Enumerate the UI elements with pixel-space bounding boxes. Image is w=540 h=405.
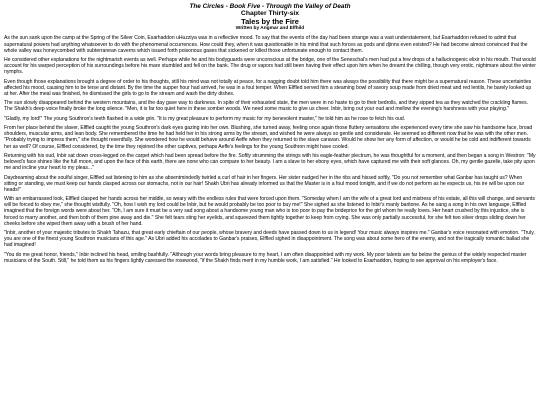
chapter-number: Chapter Thirty-six: [240, 10, 300, 18]
document-header: [4, 3, 536, 31]
paragraph: Even though those explanations brought a degree of order to his thoughts, still his mind was not totally at peace, for a nagging doubt told him there was always the possibility that there might be a supernatural reason. These uncertainties affected his mood, causing him to be terse and distant. By the time the supper hour had arrived, he was in a foul temper. When Elffled served him a steaming bowl of savory soup made from dried meat and red lentils, he barely looked up at her. After the meal was finished, he dismissed the girls to go to the stream and wash the dirty dishes.: [4, 78, 532, 97]
paragraph: "You do me great honor, friends," Inbir inclined his head, smiling bashfully. "Although your words bring pleasure to my heart, I am often disappointed with my work. My poor talents are far below the genius of the widely respected master musicians of the South. Still," he told them as his fingers lightly caressed the rosewood, "if the Shakh finds merit in my humble work, I am satisfied." He looked to Esarhaddon, hoping to see approval on his employer's face.: [4, 251, 527, 264]
paragraph: He considered other explanations for the nightmarish events as well. Perhaps while he and his bodyguards were unconscious at the bridge, one of the Seneschal's men had put a few drops of a hallucinogenic elixir in his mouth. That would account for his warped perception of his surroundings before his mare stumbled and fell on the bank. The drug or vapors had still been having their effect upon him when he dreamt the chilling, though very erotic, nightmare about the winter nymphs.: [4, 57, 536, 76]
paragraph: With an embarrassed look, Elffled clasped her hands across her middle, so weary with the endless rules that were forced upon them. "Someday when I am the wife of a great lord and mistress of his estate, all this will change, and servants will be forced to obey me," she thought wistfully. "Oh, how I wish my lord could be Inbir, but he would probably be too poor to buy me!" She sighed as she listened to Inbir's manly baritone. As he sang a song in his own language, Elffled imagined that the foreign words were about her. "Oh, I am sure it must be a very sad song about a handsome young man who is too poor to pay the brideprice for the girl whom he really loves. Her heart crushed by this injustice, she is forced to marry another, and then both of them pine away and die." She felt tears sting her eyelids, and squeezed them tightly together to keep from crying. She was only partially successful, for she felt two silver drops sliding down her cheeks before she wiped them away with a brush of her hand.: [4, 196, 535, 227]
paragraph: As the sun sank upon the camp at the Spring of the Silver Coin, Esarhaddon uHuzziya was in a reflective mood. To say that the events of the day had been strange was a vast understatement, but Esarhaddon refused to admit that supernatural powers had anything whatsoever to do with the phenomenal occurrences. How could they, when it was questionable in his mind that such forces as gods and djinns even existed? He had become almost convinced that the whole valley was honeycombed with subterranean caverns which issued forth poisonous gases that sickened or killed those unfortunate enough to contact them.: [4, 35, 528, 54]
paragraph: "Inbir, another of your majestic tributes to Shakh Tahazu, that great early chieftain of our people, whose bravery and deeds have passed down to us in legend! Your music always inspires me." Ganbar's voice resonated with emotion. "Truly, you are one of the finest young Southron musicians of this age." As Ubri added his accolades to Ganbar's praises, Elffled sighed in disappointment. The song was about some hero of the enemy, and not the tragically romantic ballad she had imagined!: [4, 230, 535, 249]
paragraph: The sun slowly disappeared behind the western mountains, and the day gave way to darkness. In spite of their exhausted state, the men were in no haste to go to their bedrolls, and they sipped tea as they watched the crackling flames. The Shakh's deep voice finally broke the long silence. "Men, it is far too quiet here in these somber woods. We need some music to give us cheer. Inbir, bring out your oud and mellow the evening's harshness with your playing.": [4, 100, 528, 113]
chapter-title: Tales by the Fire: [241, 16, 299, 26]
series-title: The Circles - Book Five - Through the Valley of Death: [189, 3, 351, 10]
paragraph: "Gladly, my lord!" The young Southron's teeth flashed in a wide grin. "It is my great pleasure to perform my music for my benevolent master," he told him as he rose to fetch his oud.: [4, 115, 406, 122]
paragraph: Returning with his oud, Inbir sat down cross-legged on the carpet which had been spread before the fire. Softly strumming the strings with his eagle-feather plectrum, he was thoughtful for a moment, and then began a song in Westron: "My beloved's face shines like the full moon, and upon the face of this earth, there are none who can compare to her beauty. I am a slave to her ebony eyes, which have captured me with their soft glances. Oh, my gentle gazelle, take pity upon me and incline your heart to my pleas...": [4, 152, 536, 172]
story-body: [4, 35, 536, 263]
paragraph: Daydreaming about the soulful singer, Elffled sat listening to him as she absentmindedly twirled a curl of hair in her fingers. Her sister nudged her in the ribs and hissed softly, "Do you not remember what Ganbar has taught us? When sitting or standing, we must keep our hands clasped across our stomachs, not in our hair! Shakh Ubri has already informed us that the Master is in a foul mood tonight, and if we do not perform as he expects us, his ire will be upon our heads!": [4, 174, 525, 193]
paragraph: From her place behind the slaver, Elffled caught the young Southron's dark eyes gazing into her own. Blushing, she turned away, feeling once again those fluttery sensations she experienced every time she saw his handsome face, broad shoulders, muscular arms, and lean body. She remembered the time he had held her in his strong arms by the stream, and wished he were always so gentle and considerate. He seemed so different now that he was with the other men. "Probably trying to impress them," she thought resentfully. She wondered how he would behave around Aeffe when they returned to the slave caravan. Would he show her any form of affection, or would he be cold and indifferent towards her as well? Of course, Elffled considered, by the time they rejoined the other captives, perhaps Aeffe's feelings for the young Southron might have cooled.: [4, 125, 533, 150]
byline: Written by Angmar and Elfhild: [235, 26, 305, 32]
